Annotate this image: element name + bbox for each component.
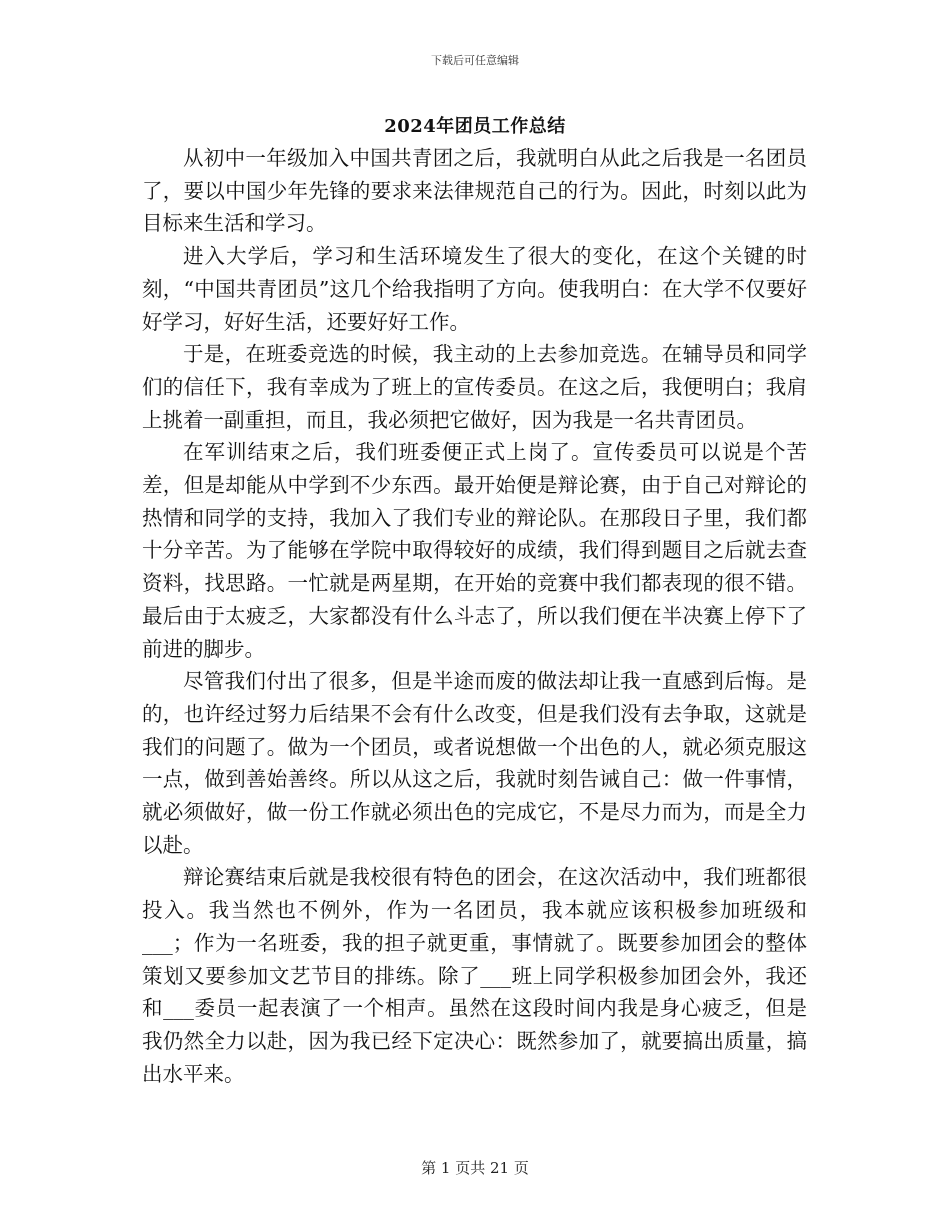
paragraph: 于是，在班委竞选的时候，我主动的上去参加竞选。在辅导员和同学们的信任下，我有幸成为了班上的宣传委员。在这之后，我便明白；我肩上挑着一副重担，而且，我必须把它做好，因为我是一名共青团员。 <box>142 342 807 432</box>
paragraph: 进入大学后，学习和生活环境发生了很大的变化，在这个关键的时刻，“中国共青团员”这几个给我指明了方向。使我明白：在大学不仅要好好学习，好好生活，还要好好工作。 <box>142 244 807 334</box>
paragraph: 辩论赛结束后就是我校很有特色的团会，在这次活动中，我们班都很投入。我当然也不例外，作为一名团员，我本就应该积极参加班级和___；作为一名班委，我的担子就更重，事情就了。既要参加团会的整体策划又要参加文艺节目的排练。除了___班上同学积极参加团会外，我还和___委员一起表演了一个相声。虽然在这段时间内我是身心疲乏，但是我仍然全力以赴，因为我已经下定决心：既然参加了，就要搞出质量，搞出水平来。 <box>142 865 807 1086</box>
document-title: 2024年团员工作总结 <box>384 116 566 137</box>
paragraph: 在军训结束之后，我们班委便正式上岗了。宣传委员可以说是个苦差，但是却能从中学到不少东西。最开始便是辩论赛，由于自己对辩论的热情和同学的支持，我加入了我们专业的辩论队。在那段日子里，我们都十分辛苦。为了能够在学院中取得较好的成绩，我们得到题目之后就去查资料，找思路。一忙就是两星期，在开始的竞赛中我们都表现的很不错。最后由于太疲乏，大家都没有什么斗志了，所以我们便在半决赛上停下了前进的脚步。 <box>142 440 807 661</box>
page-footer: 第 1 页共 21 页 <box>421 1159 529 1177</box>
document-body <box>142 142 807 1090</box>
page-header: 下载后可任意编辑 <box>431 54 519 67</box>
paragraph: 尽管我们付出了很多，但是半途而废的做法却让我一直感到后悔。是的，也许经过努力后结果不会有什么改变，但是我们没有去争取，这就是我们的问题了。做为一个团员，或者说想做一个出色的人，就必须克服这一点，做到善始善终。所以从这之后，我就时刻告诫自己：做一件事情，就必须做好，做一份工作就必须出色的完成它，不是尽力而为，而是全力以赴。 <box>142 669 807 857</box>
paragraph: 从初中一年级加入中国共青团之后，我就明白从此之后我是一名团员了，要以中国少年先锋的要求来法律规范自己的行为。因此，时刻以此为目标来生活和学习。 <box>142 146 807 236</box>
